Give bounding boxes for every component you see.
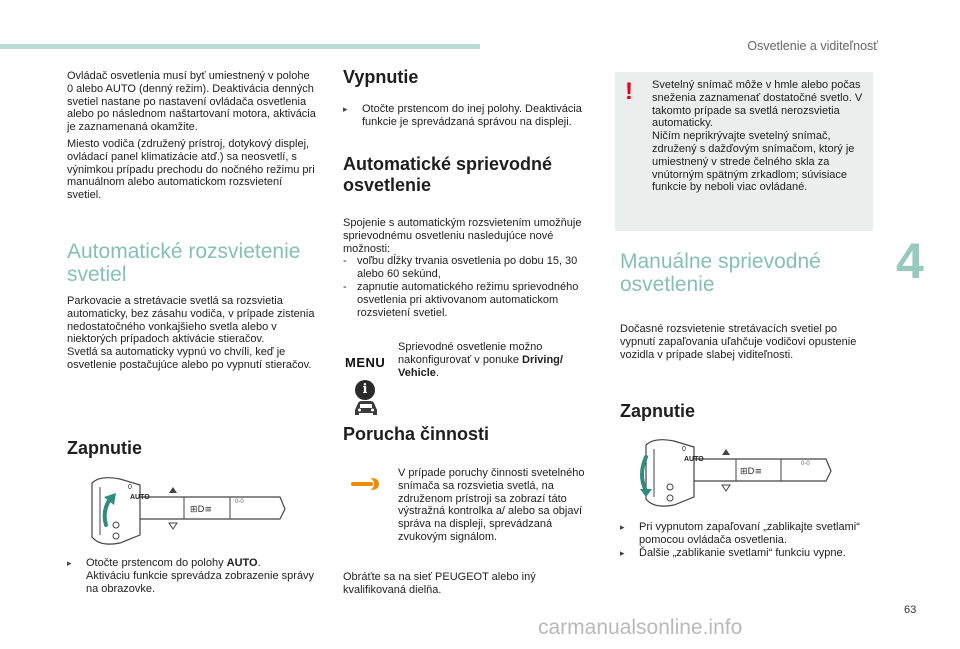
bullet-arrow-icon: ▸ [343,104,348,114]
vypnutie-bullet-text: Otočte prstencom do inej polohy. Deaktivácia funkcie je sprevádzaná správou na displeji. [362,103,582,128]
light-stalk-illustration-1 [80,473,290,553]
column-3-bullets [620,521,870,559]
car-icon [351,398,381,418]
dash-item-2-text: zapnutie automatického režimu sprievodného osvetlenia pri aktivovanom automatickom rozsvietení svetiel. [357,280,579,319]
stalk-auto-label: AUTO [130,494,150,501]
svg-text:⊞D≡: ⊞D≡ [740,467,763,477]
stalk-zero-label: 0 [128,484,132,491]
heading-auto-lights: Automatické rozsvietenie svetiel [67,240,301,286]
warning-text [652,79,866,198]
vypnutie-bullet [343,103,598,129]
dealer-text: Obráťte sa na sieť PEUGEOT alebo iný kvalifikovaná dielňa. [343,571,536,596]
warning-paragraph-1: Svetelný snímač môže v hmle alebo počas sneženia zaznamenať dostatočné svetlo. V takomto prípade sa svetlá nerozsvietia automaticky. [652,79,863,130]
bullet-arrow-icon: ▸ [620,547,625,558]
light-stalk-illustration-2 [636,437,836,517]
stalk-auto-label-2: AUTO [684,456,704,463]
heading-auto-guide-lights: Automatické sprievodné osvetlenie [343,154,553,195]
manual-bullet-1-text: Pri vypnutom zapaľovaní „zablikajte svetlami“ pomocou ovládača osvetlenia. [639,521,860,546]
heading-porucha: Porucha činnosti [343,424,490,444]
bullet-text-auto: AUTO [226,557,258,569]
bullet-text-line2: Aktiváciu funkcie sprevádza zobrazenie správy na obrazovke. [86,569,315,595]
stalk-zero-label-2: 0 [682,446,686,453]
manual-bullet-1 [620,521,870,547]
wrench-warning-icon [351,477,381,491]
column-1-intro [67,70,317,206]
dash-item-1-text: voľbu dĺžky trvania osvetlenia po dobu 15, 30 alebo 60 sekúnd, [357,255,578,281]
stalk-wiper-label-2: 0-0 [801,461,810,467]
warning-paragraph-2: Ničím neprikrývajte svetelný snímač, združený s dažďovým snímačom, ktorý je umiestnený v strede čelného skla za vnútorným spätným zrkadlom; súvisiace funkcie by neboli viac ovládané. [652,130,855,194]
auto-guide-body [343,217,598,319]
bullet-text-post: . [257,557,261,569]
svg-text:⊞D≡: ⊞D≡ [190,505,213,515]
auto-guide-intro: Spojenie s automatickým rozsvietením umožňuje sprievodnému osvetleniu nasledujúce nové možnosti: [343,217,582,255]
heading-zapnutie-1: Zapnutie [67,438,142,458]
auto-lights-body [67,295,317,376]
manual-guide-body: Dočasné rozsvietenie stretávacích svetiel po vypnutí zapaľovania uľahčuje vodičovi opustenie vozidla v prípade slabej viditeľnosti. [620,323,857,361]
bullet-arrow-icon: ▸ [67,558,72,568]
fault-text: V prípade poruchy činnosti svetelného snímača sa rozsvietia svetlá, na združenom prístroji sa zobrazí táto výstražná kontrolka a/ alebo sa objaví správa na displeji, sprevádzaná zvukovým signálom. [398,467,585,543]
stalk-wiper-label: 0-0 [235,499,244,505]
intro-paragraph-1: Ovládač osvetlenia musí byť umiestnený v polohe 0 alebo AUTO (denný režim). Deaktivácia denných svetiel nastane po nastavení ovládača osvetlenia alebo po následnom naštartovaní motora, aktivácia je zaznamenaná okamžite. [67,70,316,134]
menu-config-text [398,341,593,379]
heading-manual-guide-lights: Manuálne sprievodné osvetlenie [620,250,821,296]
menu-text-post: . [435,366,439,379]
column-1-bullet [67,557,317,595]
info-icon: i [355,380,375,400]
watermark: carmanualsonline.info [538,616,743,639]
heading-zapnutie-2: Zapnutie [620,401,695,421]
dash-item-2: - zapnutie automatického režimu sprievodného osvetlenia pri aktivovanom automatickom rozsvietení svetiel. [343,281,598,319]
menu-text-pre: Sprievodné osvetlenie možno nakonfigurovať v ponuke [398,341,543,366]
menu-text-strong: Driving/ Vehicle [398,353,563,379]
auto-lights-paragraph-2: Svetlá sa automaticky vypnú vo chvíli, keď je osvetlenie postačujúce alebo po vypnutí stieračov. [67,346,312,371]
auto-lights-paragraph: Parkovacie a stretávacie svetlá sa rozsvietia automaticky, bez zásahu vodiča, v prípade zistenia nedostatočného vonkajšieho svetla alebo v niektorých prípadoch aktivácie stieračov. [67,295,315,346]
manual-bullet-2-text: Ďalšie „zablikanie svetlami“ funkciu vypne. [639,546,846,559]
dash-item-1: - voľbu dĺžky trvania osvetlenia po dobu 15, 30 alebo 60 sekúnd, [343,255,598,281]
header-accent-bar [0,44,480,49]
chapter-number: 4 [896,233,924,289]
manual-bullet-2 [620,547,870,560]
header-title: Osvetlenie a viditeľnosť [747,39,878,53]
intro-paragraph-2: Miesto vodiča (združený prístroj, dotykový displej, ovládací panel klimatizácie atď.) sa neosvetlí, s výnimkou prípadu prechodu do nočného režimu pri manuálnom alebo automatickom rozsvietení svetiel. [67,137,315,202]
page-number: 63 [904,604,917,616]
bullet-text-pre: Otočte prstencom do polohy [86,557,224,569]
menu-icon: MENU [345,355,386,370]
bullet-arrow-icon: ▸ [620,522,625,532]
heading-vypnutie: Vypnutie [343,67,419,87]
warning-exclamation-icon: ! [625,78,633,105]
